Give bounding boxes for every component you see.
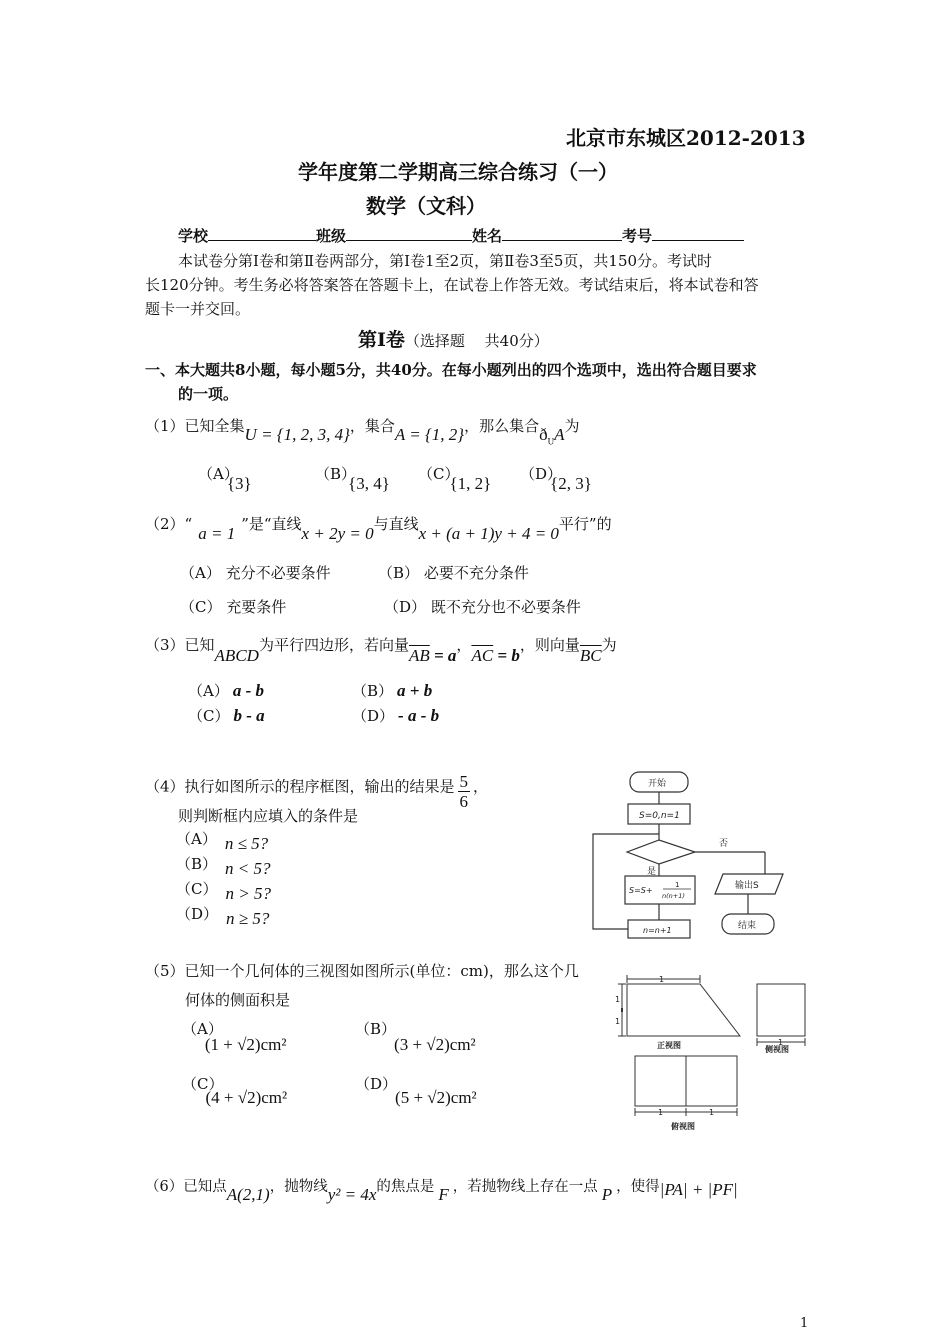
- flowchart-figure: [585, 766, 795, 956]
- side-width-label: 1: [778, 1038, 784, 1047]
- q1-option-a[interactable]: [198, 463, 264, 493]
- q3-comma: ，: [456, 636, 472, 654]
- school-blank: [208, 226, 316, 241]
- option-value: (4 + √2)cm²: [205, 1088, 288, 1107]
- option-value: a - b: [232, 681, 265, 700]
- q3-eq-b: = b: [493, 646, 520, 665]
- option-label: （D）: [520, 465, 563, 483]
- title-line1: 北京市东城区2012-2013: [566, 126, 806, 150]
- flow-yes-text: 是: [647, 867, 657, 877]
- option-label: （B）: [355, 1020, 397, 1038]
- q3-end: 为: [601, 636, 617, 654]
- option-label: （D）: [176, 905, 219, 923]
- option-label: （D）: [384, 598, 427, 616]
- section1-line1: 一、本大题共8小题，每小题5分，共40分。在每小题列出的四个选项中，选出符合题目要求: [145, 361, 757, 379]
- question-1: [145, 415, 580, 447]
- q6-expression: |PA| + |PF|: [659, 1180, 738, 1199]
- instruction-line3: 题卡一并交回。: [145, 300, 251, 318]
- instruction-line1: 本试卷分第Ⅰ卷和第Ⅱ卷两部分，第Ⅰ卷1至2页，第Ⅱ卷3至5页，共150分。考试时: [178, 252, 713, 270]
- q6-text-mid3: ，若抛物线上存在一点: [452, 1179, 598, 1195]
- front-width-label: 1: [659, 975, 665, 984]
- exam-no-blank: [652, 226, 744, 241]
- q2-condition: a = 1: [198, 524, 236, 543]
- title-line2: 学年度第二学期高三综合练习（一）: [298, 160, 618, 184]
- three-view-figure: [615, 972, 815, 1137]
- q1-complement: [539, 425, 565, 447]
- class-label: 班级: [316, 227, 347, 245]
- question-4-line2: 则判断框内应填入的条件是: [178, 807, 359, 825]
- q4-option-c[interactable]: [176, 878, 271, 903]
- q4-frac-num: 5: [459, 772, 469, 791]
- q5-option-d[interactable]: [355, 1073, 479, 1107]
- flow-increment-text: n=n+1: [643, 926, 672, 935]
- option-label: （A）: [198, 465, 239, 483]
- option-value: n < 5?: [225, 859, 271, 878]
- option-value: n > 5?: [225, 884, 271, 903]
- part1-subtitle: （选择题 共40分）: [404, 332, 549, 350]
- q4-comma: ，: [473, 777, 489, 796]
- side-view-label: 侧视图: [765, 1045, 789, 1054]
- q6-text-mid4: ，使得: [616, 1179, 660, 1195]
- q3-vector-ab: $\overline{AB}$: [408, 646, 430, 665]
- q2-option-d[interactable]: [384, 596, 581, 617]
- name-label: 姓名: [472, 227, 503, 245]
- front-view-label: 正视图: [657, 1041, 681, 1050]
- option-value: (5 + √2)cm²: [395, 1088, 477, 1107]
- q2-option-a[interactable]: [180, 562, 331, 583]
- question-6: [145, 1175, 738, 1204]
- front-view-shape: [627, 984, 740, 1036]
- q2-end: 平行”的: [558, 515, 612, 533]
- flow-init-text: S=0,n=1: [639, 811, 680, 821]
- option-label: （D）: [355, 1075, 398, 1093]
- option-label: （A）: [180, 564, 221, 582]
- section1-line2: 的一项。: [178, 385, 239, 403]
- q2-number: （2）“: [145, 515, 193, 533]
- flow-end-text: 结束: [738, 921, 757, 931]
- exam-no-label: 考号: [622, 227, 653, 245]
- q1-comp-sub: U: [547, 436, 555, 447]
- option-label: （C）: [188, 707, 230, 725]
- q3-option-a[interactable]: [188, 680, 264, 701]
- q2-text-mid: ”是“直线: [241, 515, 302, 533]
- flow-decision-diamond: [627, 840, 695, 864]
- option-value: - a - b: [398, 706, 440, 725]
- q5-option-a[interactable]: [182, 1018, 304, 1054]
- q3-text-mid2: ，则向量: [519, 636, 580, 654]
- q3-vector-ac: $\overline{AC}$: [471, 646, 494, 665]
- option-label: （A）: [188, 682, 229, 700]
- q5-option-b[interactable]: [355, 1018, 478, 1054]
- q3-option-b[interactable]: [352, 680, 432, 701]
- q4-frac-den: 6: [459, 792, 469, 811]
- q6-text-mid: ，抛物线: [269, 1179, 328, 1195]
- flow-update-text: S=S+: [629, 886, 653, 895]
- q1-text-tail: ，那么集合: [464, 417, 540, 435]
- info-fields: [178, 225, 744, 246]
- q4-option-a[interactable]: [176, 828, 269, 853]
- option-value: (1 + √2)cm²: [204, 1035, 287, 1054]
- q6-number: （6）已知点: [145, 1179, 227, 1195]
- flow-update-den: n(n+1): [662, 892, 685, 900]
- option-value: n ≤ 5?: [224, 834, 269, 853]
- option-value: b - a: [233, 706, 265, 725]
- top-width-label-2: 1: [709, 1108, 715, 1117]
- q1-option-b[interactable]: [315, 463, 398, 493]
- option-label: （B）: [176, 855, 218, 873]
- option-label: （B）: [378, 564, 420, 582]
- q4-option-b[interactable]: [176, 853, 271, 878]
- q3-number: （3）已知: [145, 636, 215, 654]
- option-label: （B）: [352, 682, 394, 700]
- q4-option-d[interactable]: [176, 903, 270, 928]
- question-3: [145, 634, 617, 665]
- q3-eq-a: = a: [429, 646, 457, 665]
- option-value: (3 + √2)cm²: [394, 1035, 476, 1054]
- option-label: （B）: [315, 465, 357, 483]
- option-value: {2, 3}: [550, 474, 592, 493]
- option-value: {1, 2}: [449, 474, 492, 493]
- option-label: （C）: [180, 598, 222, 616]
- q2-option-b[interactable]: [378, 562, 529, 583]
- q3-option-d[interactable]: [352, 705, 439, 726]
- option-label: （A）: [176, 830, 217, 848]
- front-height-label-2: 1: [615, 1017, 621, 1026]
- front-height-label: 1: [615, 995, 621, 1004]
- option-label: （C）: [418, 465, 460, 483]
- q6-text-mid2: 的焦点是: [376, 1179, 435, 1195]
- q1-end: 为: [564, 417, 580, 435]
- q1-comp-a: A: [554, 425, 565, 444]
- name-blank: [502, 226, 622, 241]
- q1-text-mid: ，集合: [349, 417, 395, 435]
- top-width-label-1: 1: [658, 1108, 664, 1117]
- top-view-label: 俯视图: [671, 1122, 695, 1131]
- q1-number: （1）已知全集: [145, 417, 245, 435]
- flow-update-num: 1: [675, 881, 680, 889]
- q3-option-c[interactable]: [188, 705, 265, 726]
- q1-comp-symbol: ð: [539, 425, 548, 444]
- q6-point-p: P: [601, 1185, 613, 1204]
- part1-title: 第Ⅰ卷: [358, 329, 405, 351]
- q4-fraction: [458, 772, 471, 811]
- option-value: 既不充分也不必要条件: [430, 598, 581, 616]
- option-label: （C）: [176, 880, 218, 898]
- option-value: 充分不必要条件: [225, 564, 331, 582]
- instruction-line2: 长120分钟。考生务必将答案答在答题卡上，在试卷上作答无效。考试结束后，将本试卷和答: [145, 276, 759, 294]
- option-value: 必要不充分条件: [423, 564, 529, 582]
- q2-line2: x + (a + 1)y + 4 = 0: [418, 524, 559, 543]
- part1-heading: [358, 325, 549, 352]
- q2-line1: x + 2y = 0: [301, 524, 374, 543]
- option-label: （D）: [352, 707, 395, 725]
- q1-set-u: U = {1, 2, 3, 4}: [244, 425, 350, 444]
- flow-output-text: 输出S: [735, 881, 759, 891]
- option-value: n ≥ 5?: [226, 909, 270, 928]
- question-4-line1: [145, 768, 489, 811]
- option-value: 充要条件: [226, 598, 287, 616]
- q4-text: （4）执行如图所示的程序框图，输出的结果是: [145, 777, 455, 796]
- q3-shape: ABCD: [214, 646, 259, 665]
- question-5-line1: （5）已知一个几何体的三视图如图所示(单位：cm)，那么这个几: [145, 962, 579, 980]
- q1-set-a: A = {1, 2}: [394, 425, 465, 444]
- side-view-shape: [757, 984, 805, 1036]
- school-label: 学校: [178, 227, 209, 245]
- option-label: （C）: [182, 1075, 224, 1093]
- option-label: （A）: [182, 1020, 223, 1038]
- q5-option-c[interactable]: [182, 1073, 305, 1107]
- option-value: a + b: [397, 681, 433, 700]
- class-blank: [346, 226, 472, 241]
- option-value: {3, 4}: [348, 474, 390, 493]
- q1-option-c[interactable]: [418, 463, 501, 493]
- subject-title: 数学（文科）: [366, 194, 486, 218]
- q3-text-mid: 为平行四边形，若向量: [258, 636, 409, 654]
- q1-option-d[interactable]: [520, 463, 604, 493]
- option-value: {3}: [226, 474, 252, 493]
- q3-vector-bc: $\overline{BC}$: [579, 646, 602, 665]
- q6-point: A(2,1): [226, 1185, 270, 1204]
- q2-text-mid2: 与直线: [373, 515, 419, 533]
- q6-focus: F: [438, 1185, 449, 1204]
- flow-start-text: 开始: [648, 779, 667, 789]
- flow-no-text: 否: [719, 839, 729, 849]
- question-5-line2: 何体的侧面积是: [185, 991, 291, 1009]
- q6-parabola: y² = 4x: [327, 1185, 377, 1204]
- question-2: [145, 513, 612, 543]
- q2-option-c[interactable]: [180, 596, 286, 617]
- page-number: 1: [800, 1316, 809, 1331]
